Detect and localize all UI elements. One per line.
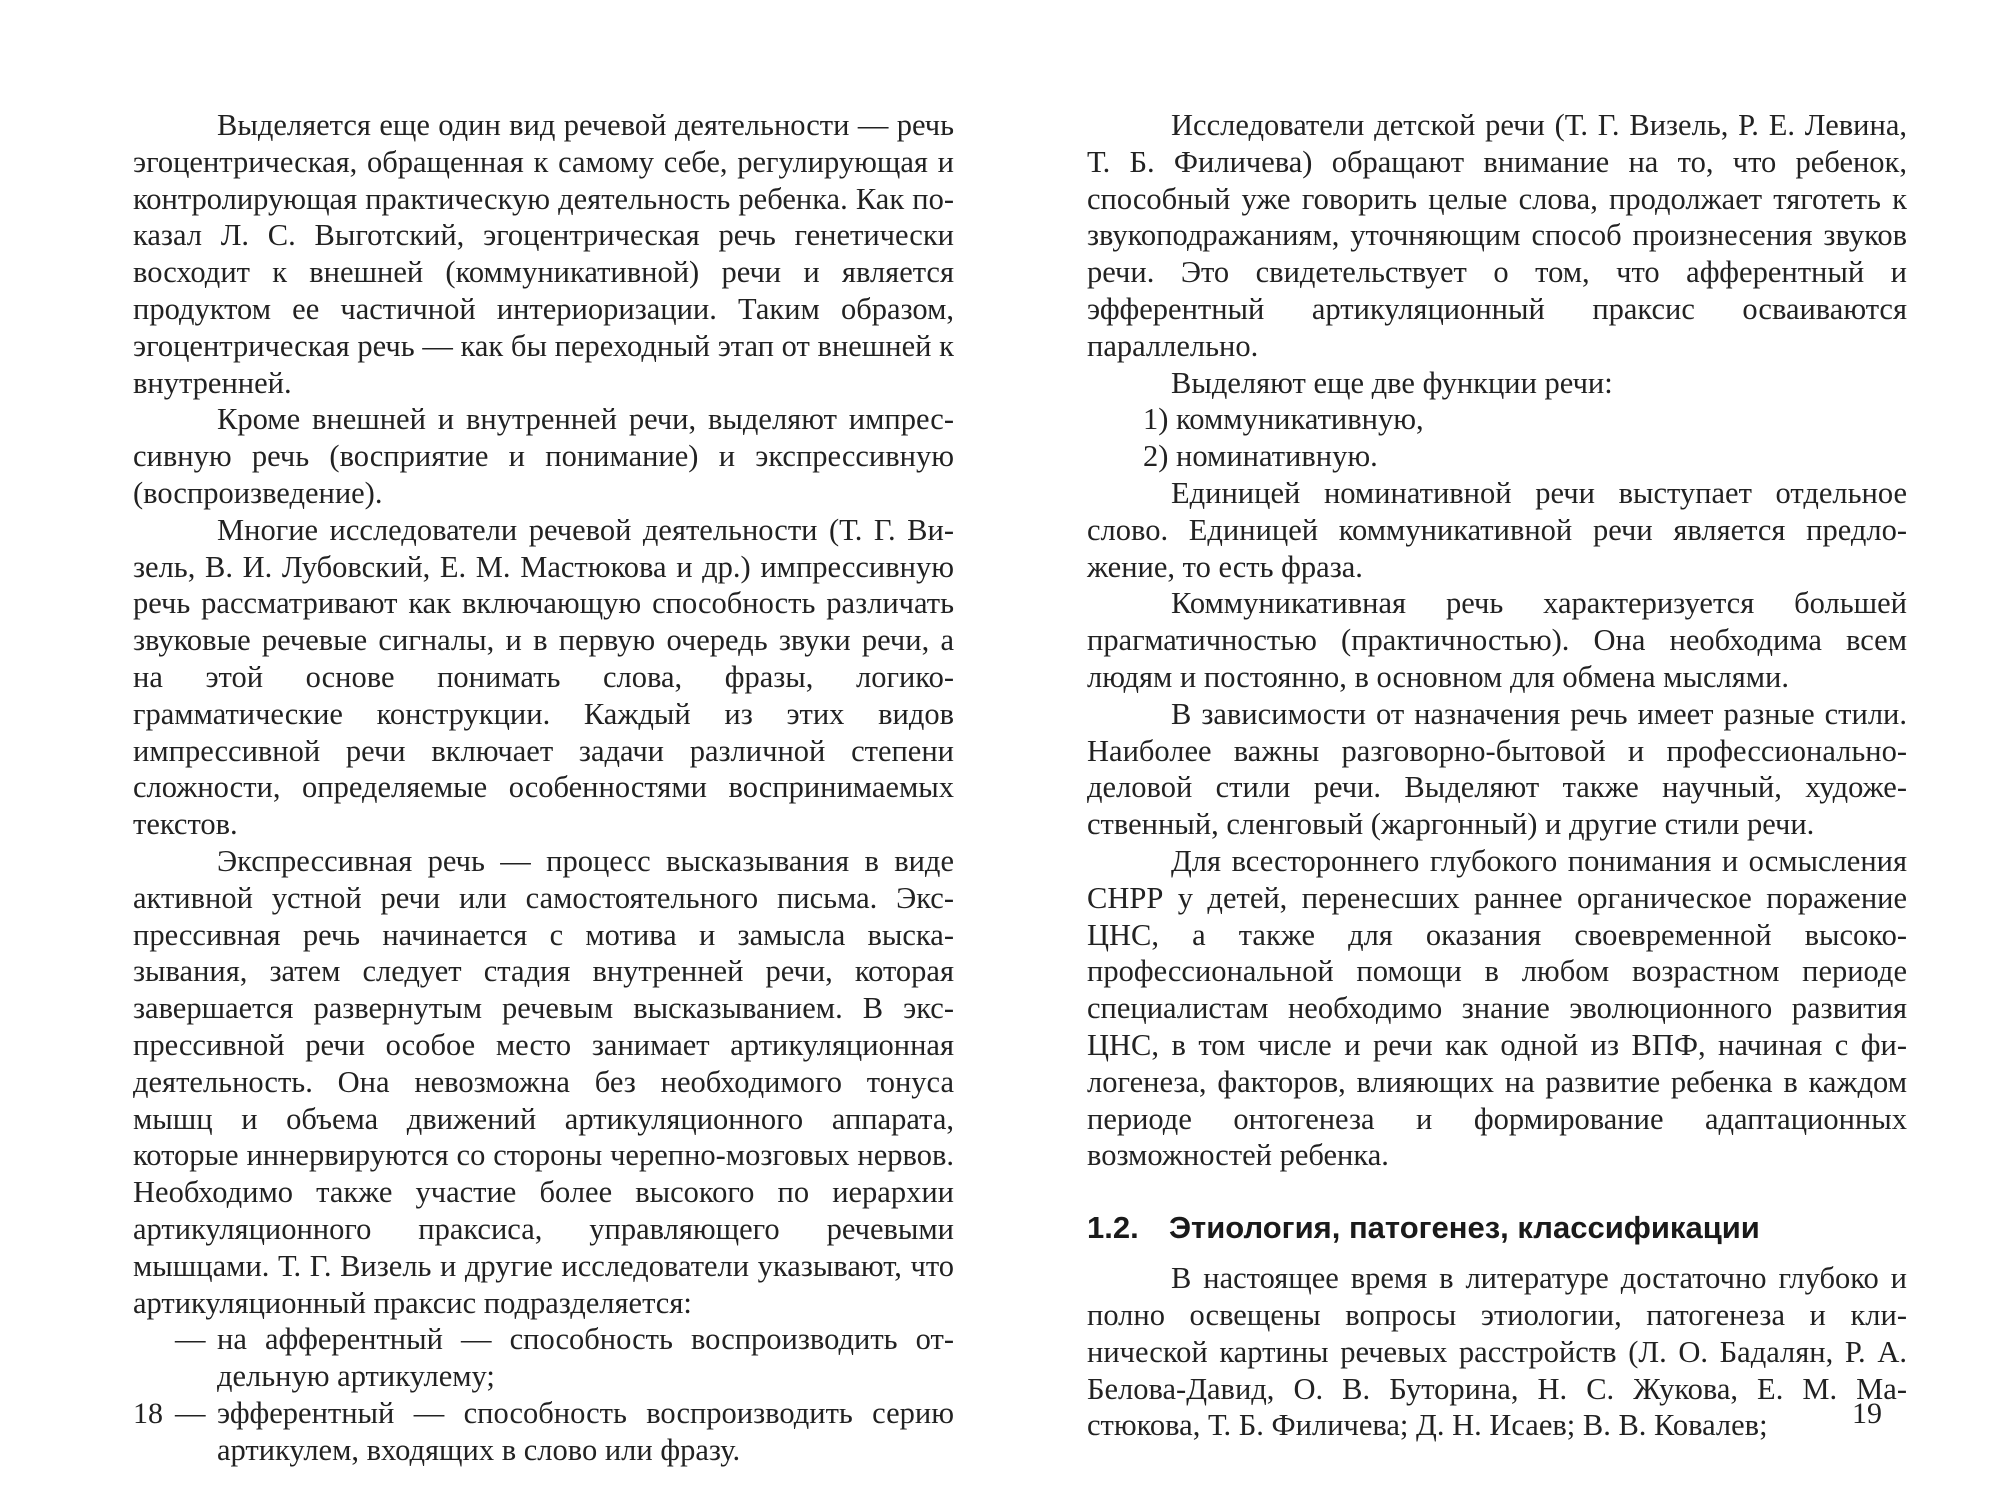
page-number: 18 — [133, 1397, 163, 1430]
page-number: 19 — [1852, 1397, 1882, 1430]
list-item — [133, 1321, 954, 1395]
paragraph: Выделяют еще две функции речи: — [1171, 365, 1613, 400]
list-item-text: эфферентный — способность воспроизводить серию артикулем, входящих в слово или фразу. — [217, 1395, 954, 1467]
section-heading — [1087, 1208, 1907, 1248]
list-item: 2) номинативную. — [1143, 439, 1378, 474]
paragraph: В зависимости от назначения речь имеет разные стили. Наиболее важны разговорно-бытовой и профессионально-деловой стили речи. Выделяют также научный, художественный, сленговый (жаргонный) и другие стили речи. — [1087, 696, 1907, 842]
list-dash: — — [175, 1395, 206, 1430]
paragraph: В настоящее время в литературе достаточно глубоко и полно освещены вопросы этиологии, патогенеза и клинической картины речевых расстройств (Л. О. Бадалян, Р. А. Белова-Давид, О. В. Буторина, Н. С. Жукова, Е. М. Мастюкова, Т. Б. Филичева; Д. Н. Исаев; В. В. Ковалев; — [1087, 1261, 1907, 1443]
section-number: 1.2. — [1087, 1210, 1139, 1246]
left-page-text — [133, 107, 954, 1468]
paragraph: Кроме внешней и внутренней речи, выделяют импрессивную речь (восприятие и понимание) и экспрессивную (воспроизведение). — [133, 402, 954, 510]
paragraph: Исследователи детской речи (Т. Г. Визель, Р. Е. Левина, Т. Б. Филичева) обращают внимание на то, что ребенок, способный уже говорить целые слова, продолжает тяготеть к звукоподражаниям, уточняющим способ произнесения звуков речи. Это свидетельствует о том, что афферентный и эфферентный артикуляционный праксис осваиваются параллельно. — [1087, 108, 1907, 363]
paragraph: Выделяется еще один вид речевой деятельности — речь эгоцентрическая, обращенная к самому себе, регулирующая и контролирующая практическую деятельность ребенка. Как показал Л. С. Выготский, эгоцентрическая речь генетически восходит к внешней (коммуникативной) речи и является продуктом ее частичной интериоризации. Таким образом, эгоцентрическая речь — как бы переходный этап от внешней к внутренней. — [133, 108, 954, 400]
list-dash: — — [175, 1322, 206, 1357]
list-item — [133, 1395, 954, 1469]
list-item: 1) коммуникативную, — [1143, 402, 1424, 437]
paragraph: Для всестороннего глубокого понимания и осмысления СНРР у детей, перенесших раннее органическое поражение ЦНС, а также для оказания своевременной высокопрофессиональной помощи в любом возрастном периоде специалистам необходимо знание эволюционного развития ЦНС, в том числе и речи как одной из ВПФ, начиная с филогенеза, факторов, влияющих на развитие ребенка в каждом периоде онтогенеза и формирование адаптационных возможностей ребенка. — [1087, 843, 1907, 1173]
paragraph: Экспрессивная речь — процесс высказывания в виде активной устной речи или самостоятельного письма. Экспрессивная речь начинается с мотива и замысла высказывания, затем следует стадия внутренней речи, которая завершается развернутым речевым высказыванием. В экспрессивной речи особое место занимает артикуляционная деятельность. Она невозможна без необходимого тонуса мышц и объема движений артикуляционного аппарата, которые иннервируются со стороны черепно-мозговых нервов. Необходимо также участие более высокого по иерархии артикуляционного праксиса, управляющего речевыми мышцами. Т. Г. Визель и другие исследователи указывают, что артикуляционный праксис подразделяется: — [133, 843, 954, 1320]
section-title: Этиология, патогенез, классификации — [1169, 1210, 1760, 1246]
paragraph: Многие исследователи речевой деятельности (Т. Г. Визель, В. И. Лубовский, Е. М. Мастюкова и др.) импрессивную речь рассматривают как включающую способность различать звуковые речевые сигналы, и в первую очередь звуки речи, а на этой основе понимать слова, фразы, логико-грамматические конструкции. Каждый из этих видов импрессивной речи включает задачи различной степени сложности, определяемые особенностями воспринимаемых текстов. — [133, 512, 954, 842]
right-page — [1000, 0, 2000, 1490]
paragraph: Коммуникативная речь характеризуется большей прагматичностью (практичностью). Она необходима всем людям и постоянно, в основном для обмена мыслями. — [1087, 586, 1907, 694]
paragraph: Единицей номинативной речи выступает отдельное слово. Единицей коммуникативной речи является предложение, то есть фраза. — [1087, 475, 1907, 584]
list-item-text: на афферентный — способность воспроизводить отдельную артикулему; — [217, 1322, 954, 1394]
right-page-text — [1087, 107, 1907, 1444]
